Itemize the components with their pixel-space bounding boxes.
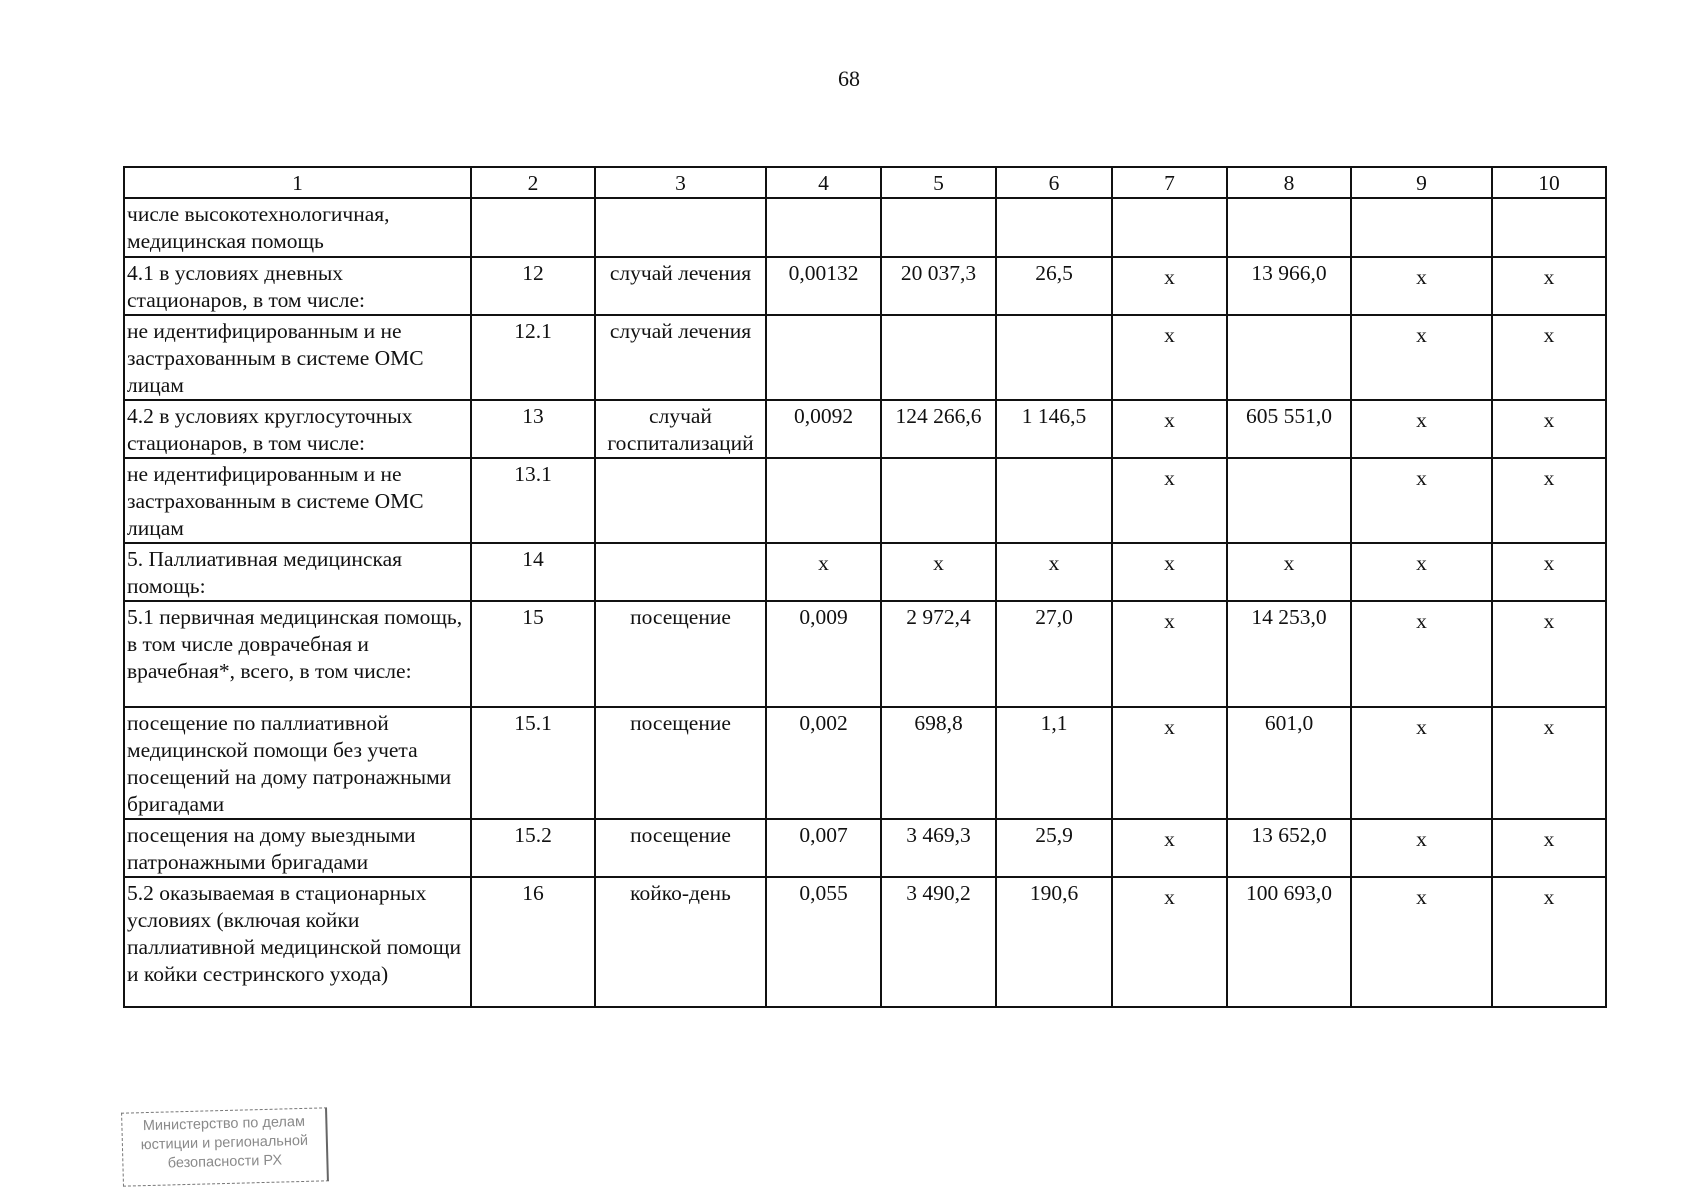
table-cell: х bbox=[1112, 601, 1227, 707]
table-row bbox=[124, 601, 1606, 707]
column-header: 8 bbox=[1227, 167, 1351, 198]
table-cell: х bbox=[1492, 877, 1606, 1007]
table-cell: 605 551,0 bbox=[1227, 400, 1351, 458]
table-row bbox=[124, 707, 1606, 819]
table-cell: х bbox=[1351, 315, 1492, 400]
row-label-cell: 5.1 первичная медицинская помощь, в том числе доврачебная и врачебная*, всего, в том числе: bbox=[124, 601, 471, 707]
table-cell: х bbox=[881, 543, 996, 601]
table-cell bbox=[1227, 315, 1351, 400]
table-cell bbox=[1227, 458, 1351, 543]
table-cell: 14 bbox=[471, 543, 595, 601]
table-cell: х bbox=[1351, 707, 1492, 819]
row-label-cell: 5. Паллиативная медицинская помощь: bbox=[124, 543, 471, 601]
table-cell: 0,009 bbox=[766, 601, 881, 707]
column-header: 4 bbox=[766, 167, 881, 198]
table-header-row bbox=[124, 167, 1606, 198]
table-cell bbox=[1351, 198, 1492, 257]
table-cell: случай лечения bbox=[595, 315, 766, 400]
table-cell bbox=[766, 315, 881, 400]
table-cell: х bbox=[1351, 257, 1492, 315]
table-cell bbox=[1227, 198, 1351, 257]
table-cell: посещение bbox=[595, 819, 766, 877]
table-cell: х bbox=[1227, 543, 1351, 601]
table-cell bbox=[595, 543, 766, 601]
table-cell: х bbox=[1112, 257, 1227, 315]
table-cell: посещение bbox=[595, 707, 766, 819]
column-header: 1 bbox=[124, 167, 471, 198]
table-cell: х bbox=[1351, 543, 1492, 601]
table-row bbox=[124, 877, 1606, 1007]
table-cell: х bbox=[1492, 543, 1606, 601]
table-cell: 124 266,6 bbox=[881, 400, 996, 458]
row-label-cell: посещения на дому выездными патронажными бригадами bbox=[124, 819, 471, 877]
table-cell: х bbox=[996, 543, 1112, 601]
column-header: 7 bbox=[1112, 167, 1227, 198]
table-cell: х bbox=[1351, 601, 1492, 707]
column-header: 6 bbox=[996, 167, 1112, 198]
table-cell bbox=[881, 458, 996, 543]
table-cell: 27,0 bbox=[996, 601, 1112, 707]
row-label-cell: 5.2 оказываемая в стационарных условиях (включая койки паллиативной медицинской помощи и койки сестринского ухода) bbox=[124, 877, 471, 1007]
table-cell: х bbox=[766, 543, 881, 601]
table-cell bbox=[881, 198, 996, 257]
table-cell: х bbox=[1492, 601, 1606, 707]
page-number: 68 bbox=[838, 66, 860, 91]
table-cell: 190,6 bbox=[996, 877, 1112, 1007]
table-cell: х bbox=[1492, 458, 1606, 543]
table-cell: 12 bbox=[471, 257, 595, 315]
table-cell: х bbox=[1112, 819, 1227, 877]
table-cell: 15 bbox=[471, 601, 595, 707]
table-cell: 15.2 bbox=[471, 819, 595, 877]
table-cell: случай лечения bbox=[595, 257, 766, 315]
table-cell: 698,8 bbox=[881, 707, 996, 819]
table-cell: х bbox=[1351, 458, 1492, 543]
table-cell: х bbox=[1351, 400, 1492, 458]
table-cell: 0,007 bbox=[766, 819, 881, 877]
data-table bbox=[123, 166, 1607, 1008]
table-cell bbox=[996, 315, 1112, 400]
table-cell: 25,9 bbox=[996, 819, 1112, 877]
table-cell bbox=[881, 315, 996, 400]
table-cell: 0,0092 bbox=[766, 400, 881, 458]
row-label-cell: 4.1 в условиях дневных стационаров, в том числе: bbox=[124, 257, 471, 315]
table-row bbox=[124, 819, 1606, 877]
table-cell bbox=[1492, 198, 1606, 257]
row-label-cell: посещение по паллиативной медицинской помощи без учета посещений на дому патронажными бригадами bbox=[124, 707, 471, 819]
column-header: 5 bbox=[881, 167, 996, 198]
table-cell: 13 652,0 bbox=[1227, 819, 1351, 877]
table-cell bbox=[1112, 198, 1227, 257]
table-cell bbox=[996, 458, 1112, 543]
table-cell: 16 bbox=[471, 877, 595, 1007]
table-cell: 0,00132 bbox=[766, 257, 881, 315]
table-row bbox=[124, 315, 1606, 400]
stamp-line: Министерство по делам bbox=[142, 1113, 306, 1135]
table-cell: 0,055 bbox=[766, 877, 881, 1007]
table-cell: х bbox=[1492, 819, 1606, 877]
ministry-stamp bbox=[121, 1107, 329, 1186]
table-cell: х bbox=[1112, 400, 1227, 458]
table-cell bbox=[595, 198, 766, 257]
table-cell: 13 966,0 bbox=[1227, 257, 1351, 315]
table-cell: 0,002 bbox=[766, 707, 881, 819]
table-row bbox=[124, 198, 1606, 257]
table-cell: х bbox=[1351, 877, 1492, 1007]
stamp-line: безопасности РХ bbox=[167, 1152, 283, 1172]
table-cell: случай госпитализаций bbox=[595, 400, 766, 458]
table-cell: 3 490,2 bbox=[881, 877, 996, 1007]
table-cell bbox=[766, 458, 881, 543]
table-cell: 15.1 bbox=[471, 707, 595, 819]
table-cell: 26,5 bbox=[996, 257, 1112, 315]
table-cell: х bbox=[1112, 707, 1227, 819]
table-row bbox=[124, 543, 1606, 601]
table-cell: 1,1 bbox=[996, 707, 1112, 819]
table-cell: х bbox=[1112, 315, 1227, 400]
table-cell: х bbox=[1492, 707, 1606, 819]
column-header: 9 bbox=[1351, 167, 1492, 198]
table-row bbox=[124, 458, 1606, 543]
column-header: 2 bbox=[471, 167, 595, 198]
table-cell: 3 469,3 bbox=[881, 819, 996, 877]
table-cell bbox=[766, 198, 881, 257]
table-cell: х bbox=[1112, 458, 1227, 543]
table-cell: 14 253,0 bbox=[1227, 601, 1351, 707]
table-cell: 1 146,5 bbox=[996, 400, 1112, 458]
table-cell: 20 037,3 bbox=[881, 257, 996, 315]
column-header: 3 bbox=[595, 167, 766, 198]
table-cell: х bbox=[1492, 315, 1606, 400]
row-label-cell: не идентифицированным и не застрахованным в системе ОМС лицам bbox=[124, 458, 471, 543]
table-cell: х bbox=[1492, 400, 1606, 458]
table-cell bbox=[595, 458, 766, 543]
table-cell: 2 972,4 bbox=[881, 601, 996, 707]
table-row bbox=[124, 257, 1606, 315]
table-cell: посещение bbox=[595, 601, 766, 707]
row-label-cell: не идентифицированным и не застрахованным в системе ОМС лицам bbox=[124, 315, 471, 400]
table-cell: 12.1 bbox=[471, 315, 595, 400]
table-cell: 13.1 bbox=[471, 458, 595, 543]
table-cell bbox=[996, 198, 1112, 257]
row-label-cell: 4.2 в условиях круглосуточных стационаров, в том числе: bbox=[124, 400, 471, 458]
table-cell: х bbox=[1351, 819, 1492, 877]
stamp-line: юстиции и региональной bbox=[140, 1132, 309, 1154]
table-cell: х bbox=[1112, 877, 1227, 1007]
table-cell: 13 bbox=[471, 400, 595, 458]
table-row bbox=[124, 400, 1606, 458]
table-cell: х bbox=[1112, 543, 1227, 601]
table-cell bbox=[471, 198, 595, 257]
table-cell: 100 693,0 bbox=[1227, 877, 1351, 1007]
table-cell: койко-день bbox=[595, 877, 766, 1007]
table-cell: х bbox=[1492, 257, 1606, 315]
row-label-cell: числе высокотехнологичная, медицинская помощь bbox=[124, 198, 471, 257]
table-cell: 601,0 bbox=[1227, 707, 1351, 819]
column-header: 10 bbox=[1492, 167, 1606, 198]
